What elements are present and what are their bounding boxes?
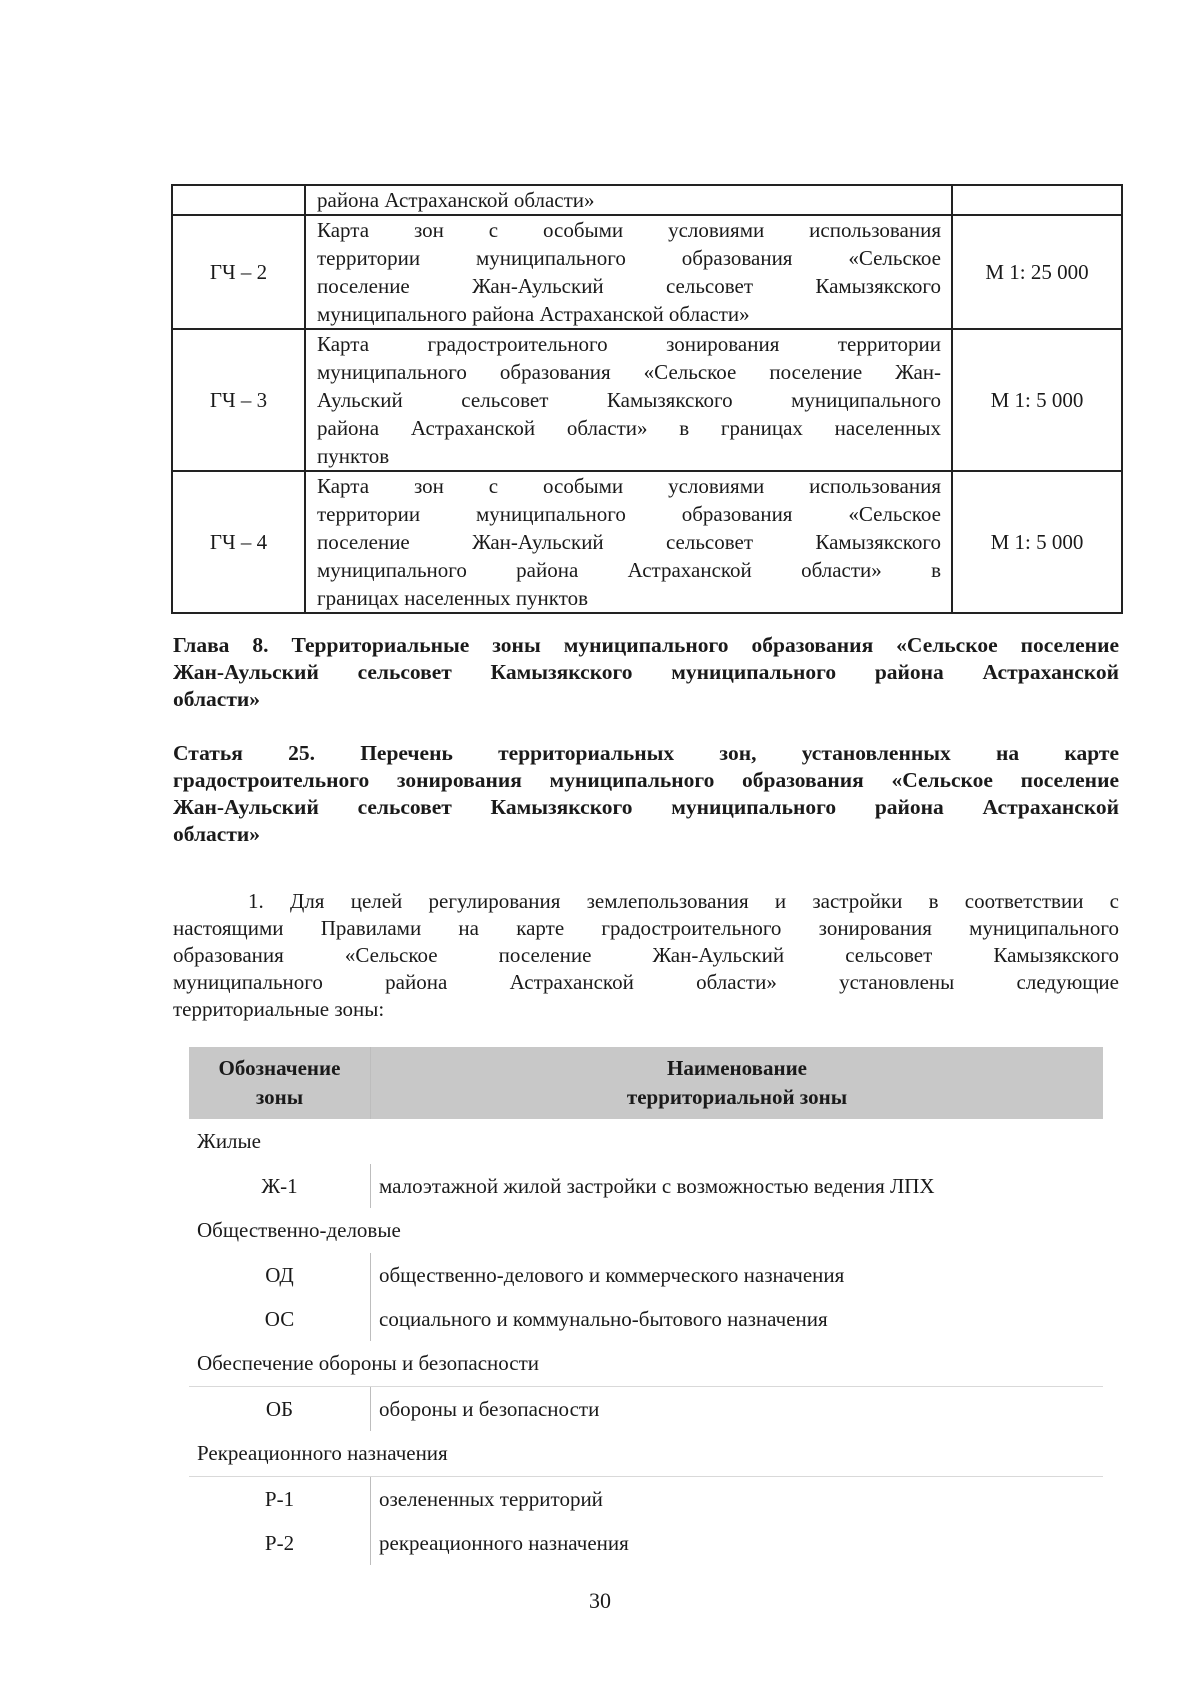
- zones-table-header: [189, 1047, 1103, 1119]
- map-code: [172, 185, 305, 215]
- map-description: Карта зон с особыми условиями использования территории муниципального образования «Сельское поселение Жан-Аульский сельсовет Камызякского муниципального района Астраханской области» в границах населенных пунктов: [305, 471, 952, 613]
- zone-name: малоэтажной жилой застройки с возможностью ведения ЛПХ: [379, 1174, 935, 1198]
- map-description: района Астраханской области»: [305, 185, 952, 215]
- zone-code: Р-1: [189, 1477, 371, 1521]
- map-scale: М 1: 5 000: [952, 329, 1122, 471]
- table-row: [172, 215, 1122, 329]
- map-description: Карта зон с особыми условиями использования территории муниципального образования «Сельское поселение Жан-Аульский сельсовет Камызякского муниципального района Астраханской области»: [305, 215, 952, 329]
- chapter-heading: Глава 8. Территориальные зоны муниципального образования «Сельское поселение Жан-Аульский сельсовет Камызякского муниципального района Астраханской области»: [173, 633, 1119, 711]
- maps-table: [171, 184, 1123, 614]
- zone-group-title: Рекреационного назначения: [189, 1431, 1103, 1477]
- table-row: [189, 1164, 1103, 1208]
- map-scale: М 1: 5 000: [952, 471, 1122, 613]
- zone-name: озелененных территорий: [379, 1487, 603, 1511]
- table-row: [172, 329, 1122, 471]
- map-code: ГЧ – 3: [172, 329, 305, 471]
- table-row: [172, 185, 1122, 215]
- zone-code: ОС: [189, 1297, 371, 1341]
- zone-code: Ж-1: [189, 1164, 371, 1208]
- zone-name: рекреационного назначения: [379, 1531, 629, 1555]
- table-row: [189, 1387, 1103, 1431]
- table-row: [189, 1253, 1103, 1297]
- zone-group-title: Общественно-деловые: [197, 1218, 401, 1242]
- zone-code: ОД: [189, 1253, 371, 1297]
- map-scale: М 1: 25 000: [952, 215, 1122, 329]
- zone-name: обороны и безопасности: [379, 1397, 600, 1421]
- zone-name: общественно-делового и коммерческого назначения: [379, 1263, 845, 1287]
- header-zone-code: Обозначение зоны: [189, 1047, 371, 1119]
- map-description: Карта градостроительного зонирования территории муниципального образования «Сельское поселение Жан- Аульский сельсовет Камызякского муниципального района Астраханской области» в границах населенных пунктов: [305, 329, 952, 471]
- table-row: [172, 471, 1122, 613]
- table-row: [189, 1521, 1103, 1565]
- article-heading: Статья 25. Перечень территориальных зон, установленных на карте градостроительного зонирования муниципального образования «Сельское поселение Жан-Аульский сельсовет Камызякского муниципального района Астраханской области»: [173, 741, 1119, 846]
- map-code: ГЧ – 4: [172, 471, 305, 613]
- map-scale: [952, 185, 1122, 215]
- table-row: [189, 1297, 1103, 1341]
- page-number: 30: [589, 1588, 611, 1613]
- zone-group-title: Жилые: [197, 1129, 261, 1153]
- table-row: [189, 1477, 1103, 1521]
- zone-group-title: Обеспечение обороны и безопасности: [189, 1341, 1103, 1387]
- body-paragraph: 1. Для целей регулирования землепользования и застройки в соответствии с настоящими Правилами на карте градостроительного зонирования муниципального образования «Сельское поселение Жан-Аульский сельсовет Камызякского муниципального района Астраханской области» установлены следующие территориальные зоны:: [173, 889, 1119, 1021]
- zones-table: [189, 1047, 1103, 1565]
- zone-code: ОБ: [189, 1387, 371, 1431]
- zone-name: социального и коммунально-бытового назначения: [379, 1307, 828, 1331]
- zone-code: Р-2: [189, 1521, 371, 1565]
- header-zone-name: Наименование территориальной зоны: [626, 1056, 848, 1109]
- map-code: ГЧ – 2: [172, 215, 305, 329]
